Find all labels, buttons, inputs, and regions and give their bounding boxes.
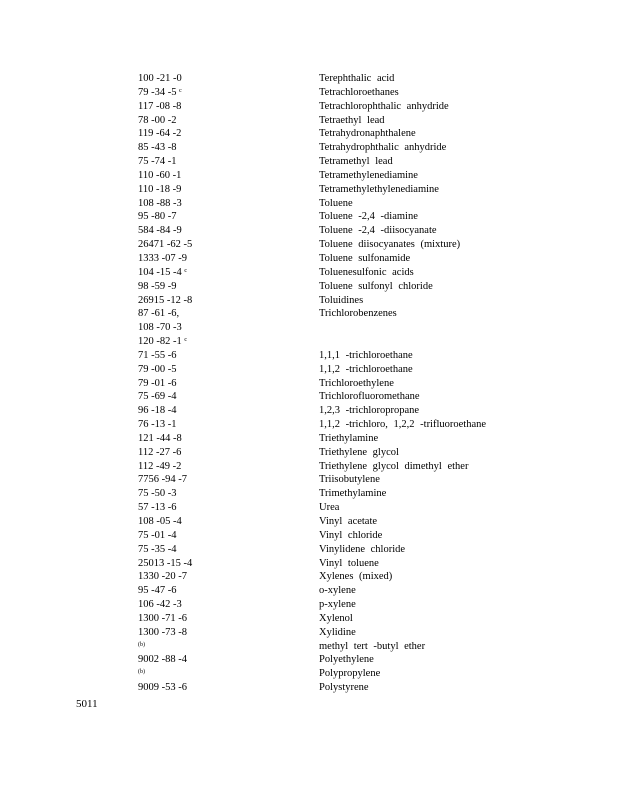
cas-number: 584 -84 -9 xyxy=(138,225,182,237)
chemical-name: Trichlorobenzenes xyxy=(319,308,397,320)
list-item xyxy=(0,653,618,667)
cas-number: 1300 -71 -6 xyxy=(138,612,187,624)
cas-number: (b) xyxy=(138,641,145,648)
cas-number: 110 -60 -1 xyxy=(138,169,182,181)
cas-number: 25013 -15 -4 xyxy=(138,557,193,569)
list-item xyxy=(0,335,618,349)
chemical-name: o-xylene xyxy=(319,585,356,597)
chemical-name: Toluenesulfonic acids xyxy=(319,266,414,278)
cas-number: 79 -34 -5 ᶜ xyxy=(138,86,182,98)
chemical-name: Tetrachloroethanes xyxy=(319,86,399,98)
list-item xyxy=(0,224,618,238)
list-item xyxy=(0,446,618,460)
list-item xyxy=(0,169,618,183)
list-item xyxy=(0,294,618,308)
chemical-name: Tetraethyl lead xyxy=(319,114,385,126)
chemical-name: Trimethylamine xyxy=(319,488,387,500)
cas-number: 75 -01 -4 xyxy=(138,529,177,541)
list-item xyxy=(0,100,618,114)
cas-number: 79 -01 -6 xyxy=(138,377,177,389)
cas-number: 75 -74 -1 xyxy=(138,156,177,168)
chemical-list xyxy=(0,72,618,695)
cas-number: 95 -80 -7 xyxy=(138,211,177,223)
list-item xyxy=(0,432,618,446)
chemical-name: Tetrahydronaphthalene xyxy=(319,128,416,140)
chemical-name: Toluene -2,4 -diisocyanate xyxy=(319,225,437,237)
chemical-name: 1,2,3 -trichloropropane xyxy=(319,405,420,417)
chemical-name: Polystyrene xyxy=(319,682,369,694)
cas-number: 98 -59 -9 xyxy=(138,280,177,292)
chemical-name: Terephthalic acid xyxy=(319,73,395,84)
chemical-name: 1,1,2 -trichloro, 1,2,2 -trifluoroethane xyxy=(319,419,487,431)
list-item xyxy=(0,460,618,474)
cas-number: 7756 -94 -7 xyxy=(138,474,187,486)
chemical-name: Xylenol xyxy=(319,612,353,624)
list-item xyxy=(0,280,618,294)
chemical-name: Urea xyxy=(319,502,340,514)
chemical-name: Toluene sulfonamide xyxy=(319,252,411,264)
chemical-name: Vinyl chloride xyxy=(319,529,383,541)
list-item xyxy=(0,640,618,654)
cas-number: 96 -18 -4 xyxy=(138,405,177,417)
cas-number: 100 -21 -0 xyxy=(138,73,182,84)
list-item xyxy=(0,141,618,155)
cas-number: 1333 -07 -9 xyxy=(138,252,187,264)
cas-number: 76 -13 -1 xyxy=(138,419,177,431)
cas-number: 1300 -73 -8 xyxy=(138,626,187,638)
list-item xyxy=(0,363,618,377)
chemical-name: Xylidine xyxy=(319,626,356,638)
cas-number: 121 -44 -8 xyxy=(138,432,182,444)
list-item xyxy=(0,557,618,571)
chemical-name: Xylenes (mixed) xyxy=(319,571,393,583)
chemical-name: Tetrahydrophthalic anhydride xyxy=(319,142,447,154)
list-item xyxy=(0,155,618,169)
list-item xyxy=(0,114,618,128)
list-item xyxy=(0,681,618,695)
page-number: 5011 xyxy=(76,698,98,710)
list-item xyxy=(0,377,618,391)
cas-number: 95 -47 -6 xyxy=(138,585,177,597)
cas-number: 87 -61 -6, xyxy=(138,308,180,320)
list-item xyxy=(0,183,618,197)
list-item xyxy=(0,529,618,543)
cas-number: 9009 -53 -6 xyxy=(138,682,187,694)
list-item xyxy=(0,349,618,363)
list-item xyxy=(0,210,618,224)
list-item xyxy=(0,487,618,501)
chemical-name: Trichloroethylene xyxy=(319,377,394,389)
cas-number: 75 -50 -3 xyxy=(138,488,177,500)
cas-number: 79 -00 -5 xyxy=(138,363,177,375)
chemical-name: Toluidines xyxy=(319,294,364,306)
list-item xyxy=(0,390,618,404)
chemical-name: Tetramethyl lead xyxy=(319,156,393,168)
cas-number: 119 -64 -2 xyxy=(138,128,182,140)
list-item xyxy=(0,127,618,141)
chemical-name: Tetramethylethylenediamine xyxy=(319,183,439,195)
list-item xyxy=(0,307,618,321)
cas-number: 112 -27 -6 xyxy=(138,446,182,458)
list-item xyxy=(0,72,618,86)
list-item xyxy=(0,252,618,266)
cas-number: 78 -00 -2 xyxy=(138,114,177,126)
cas-number: 108 -70 -3 xyxy=(138,322,182,334)
chemical-name: Trichlorofluoromethane xyxy=(319,391,420,403)
chemical-name: Toluene xyxy=(319,197,353,209)
cas-number: 110 -18 -9 xyxy=(138,183,182,195)
chemical-name: Tetramethylenediamine xyxy=(319,169,418,181)
chemical-name: Toluene sulfonyl chloride xyxy=(319,280,433,292)
list-item xyxy=(0,570,618,584)
cas-number: 85 -43 -8 xyxy=(138,142,177,154)
chemical-name: Tetrachlorophthalic anhydride xyxy=(319,100,449,112)
cas-number: 26915 -12 -8 xyxy=(138,294,193,306)
cas-number: 108 -05 -4 xyxy=(138,516,182,527)
chemical-name: Polyethylene xyxy=(319,654,374,666)
list-item xyxy=(0,598,618,612)
cas-number: 112 -49 -2 xyxy=(138,460,182,472)
chemical-name: Polypropylene xyxy=(319,668,381,680)
list-item xyxy=(0,197,618,211)
chemical-name: Toluene diisocyanates (mixture) xyxy=(319,239,461,251)
list-item xyxy=(0,515,618,529)
cas-number: 57 -13 -6 xyxy=(138,502,177,514)
list-item xyxy=(0,501,618,515)
list-item xyxy=(0,321,618,335)
cas-number: 104 -15 -4 ᶜ xyxy=(138,266,188,278)
chemical-name: Triethylene glycol xyxy=(319,446,399,458)
chemical-name: Vinyl toluene xyxy=(319,557,379,569)
chemical-name: Vinylidene chloride xyxy=(319,543,406,555)
cas-number: 108 -88 -3 xyxy=(138,197,182,209)
list-item xyxy=(0,473,618,487)
cas-number: 1330 -20 -7 xyxy=(138,571,187,583)
list-item xyxy=(0,86,618,100)
list-item xyxy=(0,404,618,418)
cas-number: 26471 -62 -5 xyxy=(138,239,193,251)
cas-number: 71 -55 -6 xyxy=(138,349,177,361)
cas-number: 120 -82 -1 ᶜ xyxy=(138,336,188,348)
chemical-name: p-xylene xyxy=(319,599,356,611)
chemical-name: 1,1,1 -trichloroethane xyxy=(319,349,413,361)
list-item xyxy=(0,612,618,626)
list-item xyxy=(0,667,618,681)
cas-number: 75 -35 -4 xyxy=(138,543,177,555)
chemical-name: methyl tert -butyl ether xyxy=(319,640,426,652)
list-item xyxy=(0,626,618,640)
chemical-name: Vinyl acetate xyxy=(319,516,378,527)
list-item xyxy=(0,418,618,432)
cas-number: 75 -69 -4 xyxy=(138,391,177,403)
list-item xyxy=(0,238,618,252)
chemical-name: Triethylene glycol dimethyl ether xyxy=(319,460,469,472)
cas-number: (b) xyxy=(138,669,145,676)
list-item xyxy=(0,266,618,280)
chemical-name: Triisobutylene xyxy=(319,474,380,486)
list-item xyxy=(0,543,618,557)
chemical-name: Triethylamine xyxy=(319,432,379,444)
chemical-name: Toluene -2,4 -diamine xyxy=(319,211,418,223)
cas-number: 106 -42 -3 xyxy=(138,599,182,611)
cas-number: 117 -08 -8 xyxy=(138,100,182,112)
cas-number: 9002 -88 -4 xyxy=(138,654,187,666)
list-item xyxy=(0,584,618,598)
chemical-name: 1,1,2 -trichloroethane xyxy=(319,363,413,375)
